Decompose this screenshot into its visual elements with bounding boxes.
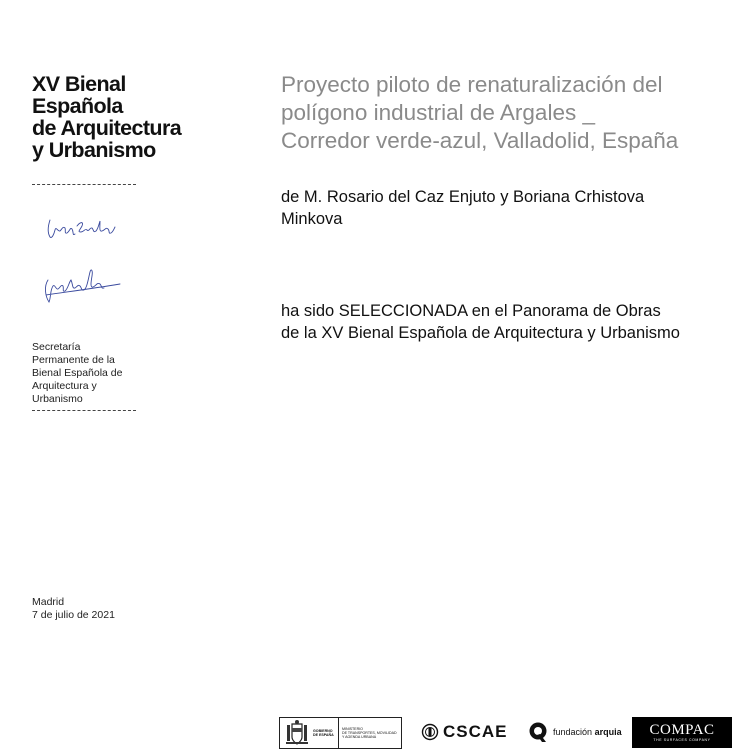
authors-line: de M. Rosario del Caz Enjuto y Boriana Crhistova [281, 188, 645, 206]
arquia-prefix: fundación [553, 727, 593, 737]
date-text: 7 de julio de 2021 [32, 609, 115, 621]
gobierno-logo [279, 717, 402, 749]
secretaria-block [32, 341, 142, 406]
selection-line: de la XV Bienal Española de Arquitectura y Urbanismo [281, 324, 680, 342]
secretaria-line: Urbanismo [32, 393, 83, 405]
dashed-divider [32, 184, 136, 185]
secretaria-line: Permanente de la [32, 354, 115, 366]
compac-logo [632, 717, 732, 748]
logo-separator [338, 718, 339, 748]
compac-text: COMPAC [649, 721, 715, 738]
signature-1-image [44, 212, 118, 244]
selection-statement [281, 300, 731, 344]
gobierno-line: GOBIERNO [313, 728, 333, 733]
ministerio-line: DE TRANSPORTES, MOVILIDAD [342, 730, 397, 735]
project-title [281, 71, 731, 155]
ministerio-line: MINISTERIO [342, 726, 363, 731]
ministerio-text [342, 727, 398, 740]
signature-2-image [40, 262, 124, 308]
compac-tagline: THE SURFACES COMPANY [653, 737, 711, 742]
bienal-title-line: XV Bienal [32, 72, 126, 96]
arquia-logo [528, 720, 622, 744]
bienal-title-line: de Arquitectura [32, 116, 182, 140]
secretaria-line: Arquitectura y [32, 380, 97, 392]
gobierno-line: DE ESPAÑA [313, 733, 334, 737]
gobierno-text [313, 729, 335, 737]
authors-line: Minkova [281, 210, 343, 228]
arquia-q-icon [528, 721, 548, 743]
secretaria-line: Secretaría [32, 341, 81, 353]
bienal-title-line: Española [32, 94, 123, 118]
cscae-emblem-icon [421, 722, 439, 742]
project-title-line: polígono industrial de Argales _ [281, 100, 595, 125]
place-date [32, 596, 115, 622]
dashed-divider [32, 410, 136, 411]
project-title-line: Proyecto piloto de renaturalización del [281, 72, 663, 97]
secretaria-line: Bienal Española de [32, 367, 123, 379]
bienal-title-line: y Urbanismo [32, 138, 156, 162]
authors-text [281, 186, 731, 230]
spain-crest-icon [284, 719, 310, 747]
cscae-logo [421, 720, 508, 744]
ministerio-line: Y AGENDA URBANA [342, 735, 377, 740]
place-text: Madrid [32, 596, 65, 608]
arquia-text [553, 727, 622, 737]
bienal-title [32, 73, 232, 161]
arquia-brand: arquia [594, 727, 622, 737]
cscae-text: CSCAE [443, 722, 508, 741]
project-title-line: Corredor verde-azul, Valladolid, España [281, 128, 679, 153]
selection-line: ha sido SELECCIONADA en el Panorama de Obras [281, 302, 661, 320]
